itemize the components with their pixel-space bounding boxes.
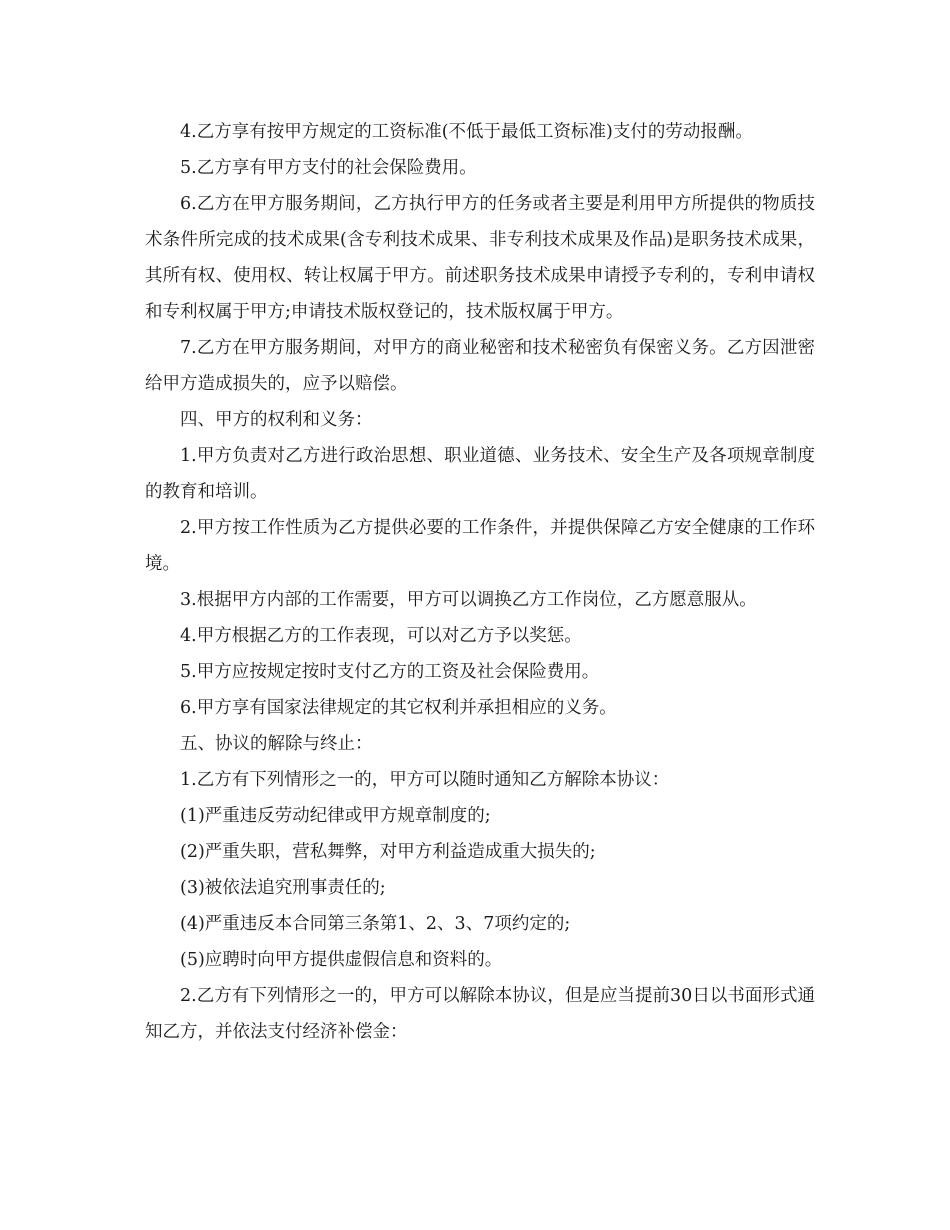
list-item-termination-4: (4)严重违反本合同第三条第1、2、3、7项约定的; <box>180 914 571 934</box>
paragraph-party-b-salary: 4.乙方享有按甲方规定的工资标准(不低于最低工资标准)支付的劳动报酬。 <box>180 122 753 142</box>
section-heading-party-a-rights: 四、甲方的权利和义务： <box>180 410 373 430</box>
paragraph-immediate-termination: 1.乙方有下列情形之一的，甲方可以随时通知乙方解除本协议： <box>180 770 670 790</box>
document-body <box>145 114 815 1050</box>
list-item-termination-3: (3)被依法追究刑事责任的; <box>180 878 386 898</box>
paragraph-notice-termination: 2.乙方有下列情形之一的，甲方可以解除本协议，但是应当提前30日以书面形式通知乙方，并依法支付经济补偿金： <box>145 986 815 1042</box>
list-item-termination-5: (5)应聘时向甲方提供虚假信息和资料的。 <box>180 950 503 970</box>
paragraph-party-a-reassignment: 3.根据甲方内部的工作需要，甲方可以调换乙方工作岗位，乙方愿意服从。 <box>180 590 757 610</box>
paragraph-party-a-rewards: 4.甲方根据乙方的工作表现，可以对乙方予以奖惩。 <box>180 626 582 646</box>
section-heading-termination: 五、协议的解除与终止： <box>180 734 373 754</box>
paragraph-party-a-conditions: 2.甲方按工作性质为乙方提供必要的工作条件，并提供保障乙方安全健康的工作环境。 <box>145 518 815 574</box>
list-item-termination-1: (1)严重违反劳动纪律或甲方规章制度的; <box>180 806 491 826</box>
paragraph-party-b-insurance: 5.乙方享有甲方支付的社会保险费用。 <box>180 158 477 178</box>
paragraph-confidentiality: 7.乙方在甲方服务期间，对甲方的商业秘密和技术秘密负有保密义务。乙方因泄密给甲方造成损失的，应予以赔偿。 <box>145 338 815 394</box>
paragraph-party-a-payment: 5.甲方应按规定按时支付乙方的工资及社会保险费用。 <box>180 662 600 682</box>
paragraph-party-a-training: 1.甲方负责对乙方进行政治思想、职业道德、业务技术、安全生产及各项规章制度的教育和培训。 <box>145 446 815 502</box>
paragraph-service-invention: 6.乙方在甲方服务期间，乙方执行甲方的任务或者主要是利用甲方所提供的物质技术条件所完成的技术成果(含专利技术成果、非专利技术成果及作品)是职务技术成果，其所有权、使用权、转让权属于甲方。前述职务技术成果申请授予专利的，专利申请权和专利权属于甲方;申请技术版权登记的，技术版权属于甲方。 <box>145 194 815 322</box>
paragraph-party-a-other-rights: 6.甲方享有国家法律规定的其它权利并承担相应的义务。 <box>180 698 617 718</box>
list-item-termination-2: (2)严重失职，营私舞弊，对甲方利益造成重大损失的; <box>180 842 596 862</box>
